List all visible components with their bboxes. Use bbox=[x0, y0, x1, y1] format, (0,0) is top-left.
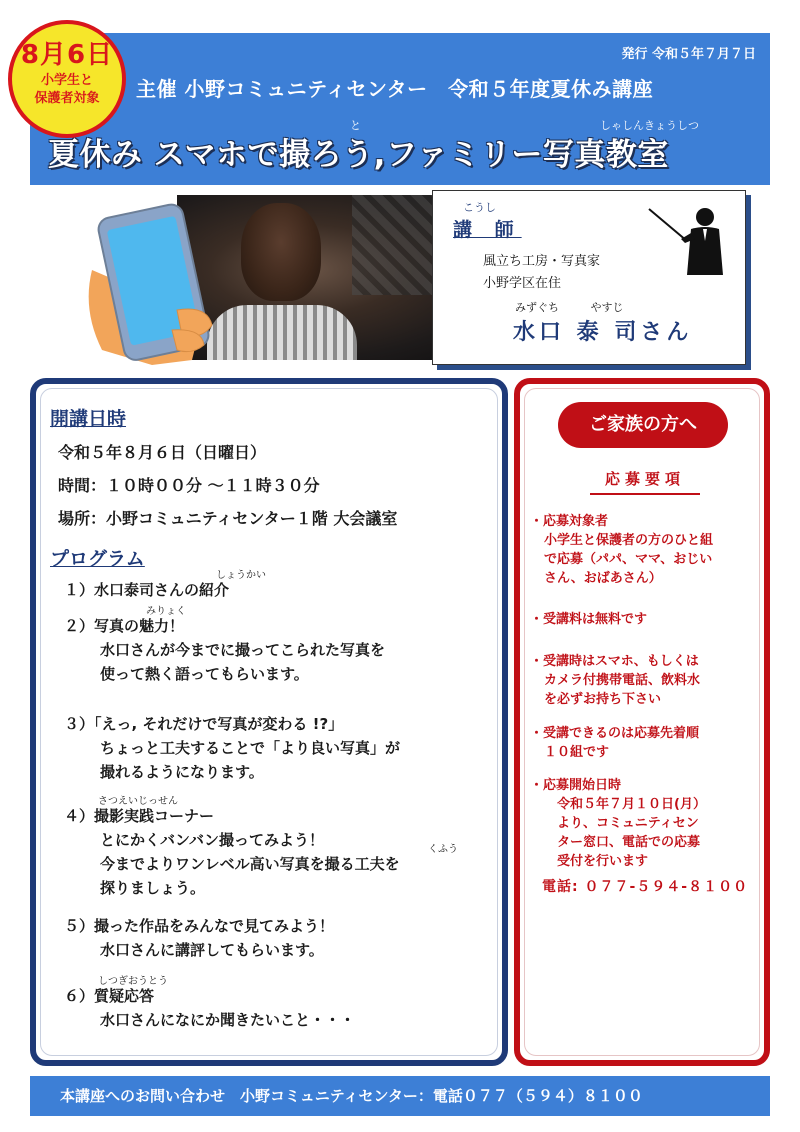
requirement-text: 小学生と保護者の方のひと組 bbox=[544, 533, 714, 548]
issue-date: 発行 令和５年７月７日 bbox=[621, 47, 756, 62]
header-subtitle: 主催 小野コミュニティセンター 令和５年度夏休み講座 bbox=[136, 77, 654, 101]
item-text: 水口泰司さんの紹介 bbox=[94, 581, 230, 599]
list-item bbox=[64, 914, 334, 962]
item-detail: とにかくバンバン撮ってみよう！ bbox=[100, 831, 324, 849]
footer-contact: 本講座へのお問い合わせ 小野コミュニティセンター：電話０７７（５９４）８１００ bbox=[30, 1076, 770, 1116]
family-box bbox=[514, 378, 770, 1066]
requirement-item bbox=[530, 724, 760, 762]
title-ruby-to: と bbox=[350, 119, 361, 132]
requirement-item bbox=[530, 776, 760, 871]
item-detail: 水口さんに講評してもらいます。 bbox=[100, 941, 324, 959]
bullet: ・ bbox=[530, 514, 544, 529]
list-item bbox=[64, 984, 355, 1032]
requirement-item bbox=[530, 652, 760, 709]
instructor-org-line-1: 風立ち工房・写真家 bbox=[483, 254, 601, 269]
requirement-item bbox=[530, 512, 760, 588]
badge-line-2: 保護者対象 bbox=[34, 91, 100, 106]
item-number: ５） bbox=[64, 917, 95, 935]
instructor-box bbox=[432, 190, 746, 365]
item-number: １） bbox=[64, 581, 95, 599]
requirement-text: さん、おばあさん） bbox=[544, 571, 662, 586]
schedule-place: 場所：小野コミュニティセンター１階 大会議室 bbox=[58, 509, 398, 528]
badge-line-1: 小学生と bbox=[40, 73, 93, 88]
item-number: ６） bbox=[64, 987, 95, 1005]
bullet: ・ bbox=[530, 778, 544, 793]
requirement-text: 受講できるのは応募先着順 bbox=[543, 726, 700, 741]
requirement-item bbox=[530, 610, 760, 629]
item-number: ４） bbox=[64, 807, 95, 825]
instructor-name: 水口 泰 司さん bbox=[513, 320, 693, 345]
requirement-text: 令和５年７月１０日(月） bbox=[544, 797, 706, 812]
requirement-text: を必ずお持ち下さい bbox=[544, 692, 662, 707]
item1-ruby: しょうかい bbox=[216, 570, 266, 581]
item2-ruby: みりょく bbox=[146, 606, 186, 617]
list-item bbox=[64, 712, 400, 784]
item-text: 「えっ, それだけで写真が変わる !?」 bbox=[94, 715, 344, 733]
bullet: ・ bbox=[530, 654, 544, 669]
requirement-text: で応募（パパ、ママ、おじい bbox=[544, 552, 713, 567]
date-badge bbox=[8, 20, 126, 138]
item-detail: 水口さんになにか聞きたいこと・・・ bbox=[100, 1011, 356, 1029]
title-ruby-shashin: しゃしんきょうしつ bbox=[600, 119, 699, 132]
requirement-text: 受講時はスマホ、もしくは bbox=[543, 654, 699, 669]
requirement-text: より、コミュニティセン bbox=[544, 816, 699, 831]
requirement-text: カメラ付携帯電話、飲料水 bbox=[544, 673, 701, 688]
item-detail: 今までよりワンレベル高い写真を撮る工夫を bbox=[100, 855, 400, 873]
instructor-name-ruby: みずぐち やすじ bbox=[515, 301, 624, 314]
bullet: ・ bbox=[530, 726, 544, 741]
instructor-org-line-2: 小野学区在住 bbox=[483, 276, 562, 291]
instructor-label-ruby: こうし bbox=[463, 201, 496, 214]
item-detail: 使って熱く語ってもらいます。 bbox=[100, 665, 309, 683]
list-item bbox=[64, 804, 400, 900]
requirement-text: 受付を行います bbox=[544, 854, 649, 869]
requirement-text: ター窓口、電話での応募 bbox=[544, 835, 701, 850]
requirement-text: 応募開始日時 bbox=[543, 778, 622, 793]
requirement-text: 応募対象者 bbox=[543, 514, 609, 529]
requirement-text: 受講料は無料です bbox=[543, 612, 648, 627]
badge-date: 8月6日 bbox=[20, 40, 114, 70]
instructor-org bbox=[483, 251, 600, 295]
item-text: 写真の魅力！ bbox=[94, 617, 185, 635]
item-number: ２） bbox=[64, 617, 95, 635]
program-box bbox=[30, 378, 508, 1066]
teacher-pointer-icon bbox=[647, 205, 727, 275]
contact-phone: 電話: ０７７-５９４-８１００ bbox=[542, 879, 749, 895]
instructor-label: 講 師 bbox=[453, 219, 522, 241]
item-text: 撮影実践コーナー bbox=[94, 807, 215, 825]
item-text: 質疑応答 bbox=[94, 987, 155, 1005]
item4-ruby: さつえいじっせん bbox=[98, 796, 178, 807]
item-detail: ちょっと工夫することで「より良い写真」が bbox=[100, 739, 401, 757]
item4-ruby-kufu: くふう bbox=[428, 844, 458, 855]
list-item bbox=[64, 578, 229, 602]
requirements-heading: 応募要項 bbox=[590, 468, 700, 495]
item6-ruby: しつぎおうとう bbox=[98, 976, 168, 987]
requirement-text: １０組です bbox=[544, 745, 610, 760]
header-banner bbox=[30, 33, 770, 185]
item-number: ３） bbox=[64, 715, 95, 733]
bullet: ・ bbox=[530, 612, 544, 627]
list-item bbox=[64, 614, 385, 686]
smartphone-hand-icon bbox=[82, 200, 222, 365]
item-detail: 探りましょう。 bbox=[100, 879, 206, 897]
page-title: 夏休み スマホで撮ろう,ファミリー写真教室 bbox=[48, 137, 669, 173]
phone-photo-area bbox=[82, 190, 422, 365]
item-detail: 撮れるようになります。 bbox=[100, 763, 264, 781]
schedule-time: 時間：１０時００分 ～１１時３０分 bbox=[58, 476, 320, 495]
schedule-title: 開講日時 bbox=[50, 408, 127, 430]
item-text: 撮った作品をみんなで見てみよう！ bbox=[94, 917, 335, 935]
program-title: プログラム bbox=[50, 548, 145, 570]
family-heading: ご家族の方へ bbox=[558, 402, 728, 448]
schedule-date: 令和５年８月６日（日曜日） bbox=[58, 443, 267, 462]
item-detail: 水口さんが今までに撮ってこられた写真を bbox=[100, 641, 386, 659]
